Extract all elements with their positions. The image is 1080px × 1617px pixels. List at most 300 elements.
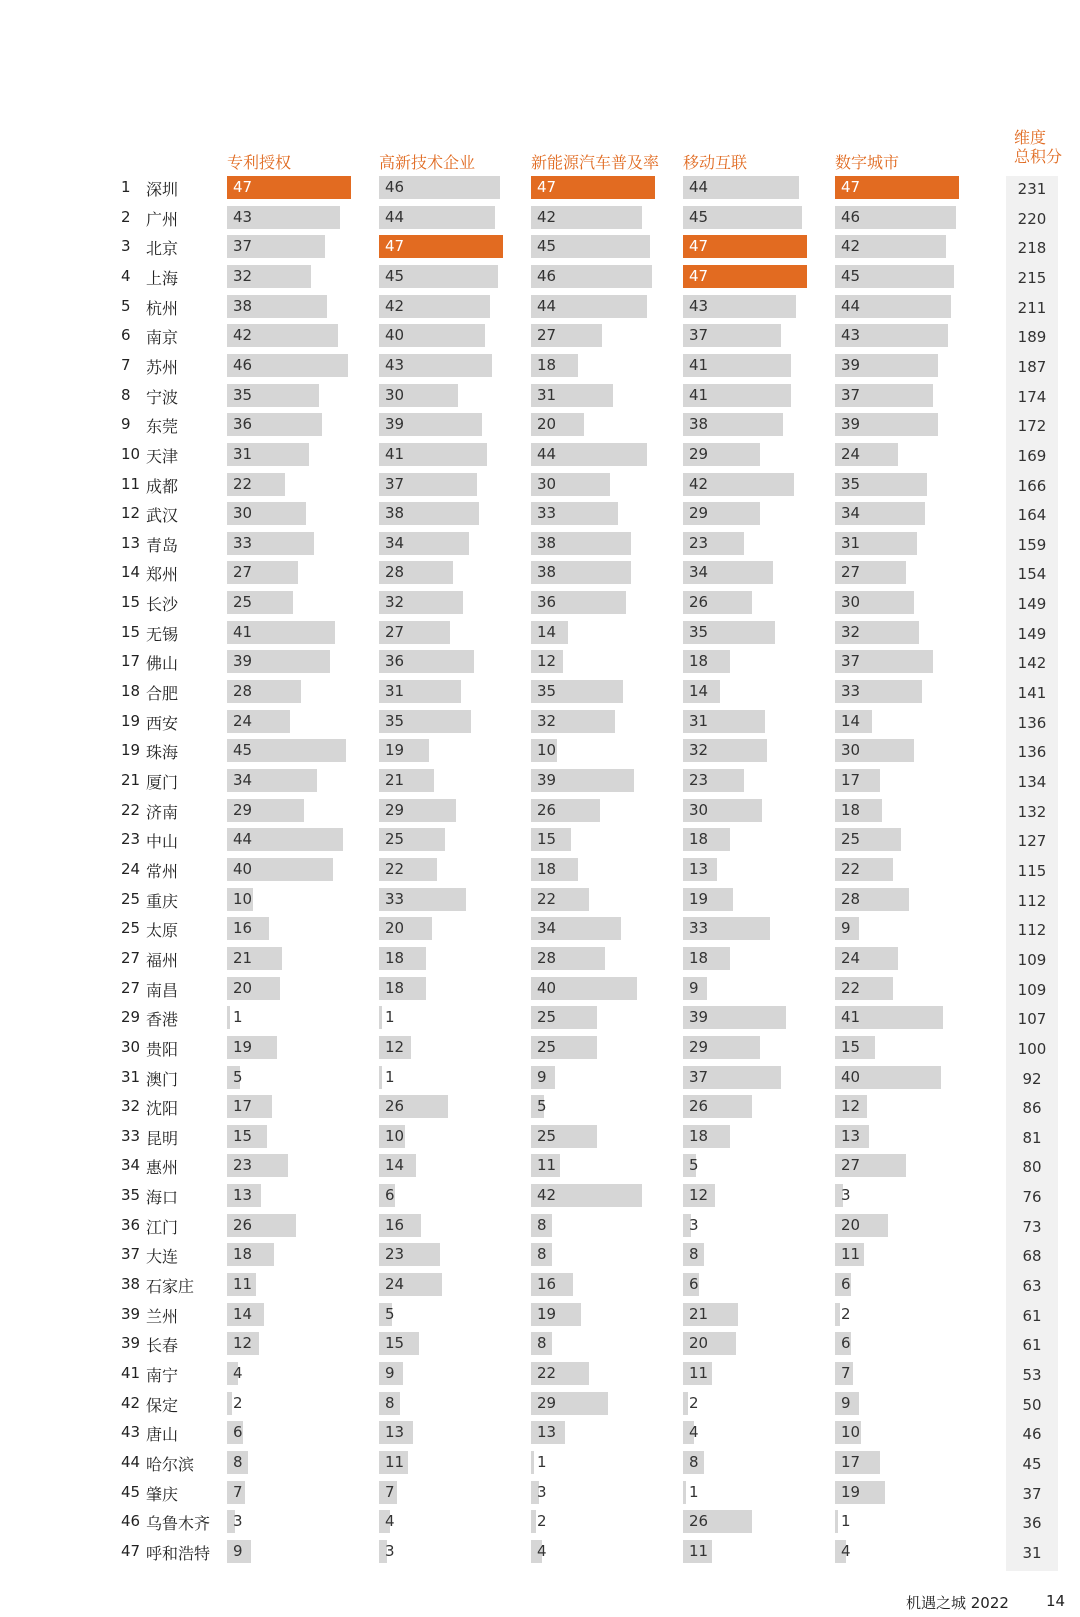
- bar-value-label: 43: [233, 207, 253, 226]
- rank-label: 42: [121, 1393, 141, 1412]
- bar-value-label: 6: [385, 1186, 395, 1205]
- bar-value-label: 21: [689, 1304, 709, 1323]
- bar-value-label: 4: [385, 1512, 395, 1531]
- total-score: 149: [1017, 624, 1047, 643]
- bar-value-label: 34: [537, 919, 557, 938]
- bar-value-label: 25: [385, 830, 405, 849]
- bar-value-label: 22: [841, 978, 861, 997]
- bar-value-label: 8: [233, 1452, 243, 1471]
- bar-value-label: 6: [689, 1275, 699, 1294]
- bar-value-label: 31: [537, 385, 557, 404]
- city-label: 天津: [146, 446, 179, 466]
- bar-value-label: 18: [233, 1245, 253, 1264]
- bar-value-label: 1: [233, 1008, 243, 1027]
- table-row: [0, 1481, 1080, 1510]
- city-label: 兰州: [146, 1306, 179, 1326]
- bar-value-label: 14: [841, 711, 861, 730]
- city-label: 香港: [146, 1010, 179, 1030]
- bar-value-label: 25: [537, 1126, 557, 1145]
- rank-label: 2: [121, 207, 131, 226]
- city-label: 东莞: [146, 417, 179, 437]
- table-row: [0, 1421, 1080, 1450]
- bar-value-label: 30: [537, 474, 557, 493]
- bar-value-label: 44: [537, 444, 557, 463]
- bar-value-label: 33: [689, 919, 709, 938]
- total-score: 154: [1017, 565, 1047, 584]
- bar-value-label: 18: [689, 948, 709, 967]
- bar-value-label: 18: [537, 355, 557, 374]
- bar-value-label: 18: [689, 652, 709, 671]
- total-score: 220: [1017, 209, 1047, 228]
- table-row: [0, 324, 1080, 353]
- bar-value-label: 4: [689, 1423, 699, 1442]
- table-row: [0, 413, 1080, 442]
- bar-value-label: 27: [233, 563, 253, 582]
- total-score: 187: [1017, 357, 1047, 376]
- total-score: 231: [1017, 180, 1047, 198]
- total-score: 107: [1017, 1010, 1047, 1029]
- total-score: 112: [1017, 921, 1047, 940]
- bar-value-label: 44: [385, 207, 405, 226]
- table-row: [0, 710, 1080, 739]
- total-score: 136: [1017, 743, 1047, 762]
- bar-value-label: 42: [841, 237, 861, 256]
- table-row: [0, 739, 1080, 768]
- rank-label: 19: [121, 711, 141, 730]
- bar-value-label: 34: [689, 563, 709, 582]
- bar-value-label: 3: [537, 1482, 547, 1501]
- table-row: [0, 265, 1080, 294]
- bar-value-label: 19: [385, 741, 405, 760]
- rank-label: 22: [121, 800, 141, 819]
- bar: [379, 1066, 382, 1089]
- total-score: 166: [1017, 476, 1047, 495]
- rank-label: 31: [121, 1067, 141, 1086]
- total-score: 61: [1022, 1306, 1042, 1325]
- bar-value-label: 30: [233, 504, 253, 523]
- bar-value-label: 13: [537, 1423, 557, 1442]
- rank-label: 7: [121, 355, 131, 374]
- city-label: 青岛: [146, 535, 179, 555]
- bar-value-label: 16: [233, 919, 253, 938]
- total-score: 127: [1017, 832, 1047, 851]
- bar-value-label: 43: [689, 296, 709, 315]
- table-row: [0, 1510, 1080, 1539]
- city-label: 济南: [146, 802, 179, 822]
- rank-label: 18: [121, 682, 141, 701]
- rank-label: 36: [121, 1215, 141, 1234]
- bar-value-label: 40: [841, 1067, 861, 1086]
- rank-label: 39: [121, 1334, 141, 1353]
- total-score: 215: [1017, 268, 1047, 287]
- column-header: 高新技术企业: [379, 153, 476, 172]
- bar-value-label: 3: [385, 1541, 395, 1560]
- bar-value-label: 47: [689, 266, 709, 285]
- bar-value-label: 38: [233, 296, 253, 315]
- bar-value-label: 38: [537, 533, 557, 552]
- bar-value-label: 44: [537, 296, 557, 315]
- city-label: 唐山: [146, 1425, 179, 1445]
- bar-value-label: 13: [385, 1423, 405, 1442]
- bar-value-label: 12: [233, 1334, 253, 1353]
- city-label: 西安: [146, 713, 179, 733]
- city-label: 深圳: [146, 180, 179, 199]
- rank-label: 33: [121, 1126, 141, 1145]
- bar-value-label: 38: [385, 504, 405, 523]
- bar-value-label: 1: [537, 1452, 547, 1471]
- bar-value-label: 8: [537, 1215, 547, 1234]
- bar-value-label: 22: [385, 859, 405, 878]
- bar-value-label: 18: [689, 830, 709, 849]
- city-label: 中山: [146, 832, 179, 852]
- bar-value-label: 47: [689, 237, 709, 256]
- table-row: [0, 1125, 1080, 1154]
- total-score: 136: [1017, 713, 1047, 732]
- total-score: 81: [1022, 1128, 1042, 1147]
- bar-value-label: 31: [233, 444, 253, 463]
- bar-value-label: 23: [689, 771, 709, 789]
- rank-label: 11: [121, 474, 141, 493]
- bar-value-label: 23: [233, 1156, 253, 1175]
- bar-value-label: 24: [841, 444, 861, 463]
- bar-value-label: 8: [689, 1245, 699, 1264]
- bar-value-label: 12: [689, 1186, 709, 1205]
- bar-value-label: 24: [233, 711, 253, 730]
- total-score: 31: [1022, 1543, 1042, 1562]
- bar-value-label: 18: [689, 1126, 709, 1145]
- bar-value-label: 37: [233, 237, 253, 256]
- total-score: 61: [1022, 1336, 1042, 1355]
- total-score: 53: [1022, 1366, 1042, 1384]
- bar-value-label: 7: [385, 1482, 395, 1501]
- bar-value-label: 38: [689, 415, 709, 434]
- rank-label: 5: [121, 296, 131, 315]
- bar-value-label: 26: [689, 1097, 709, 1116]
- table-row: [0, 176, 1080, 205]
- bar-value-label: 44: [233, 830, 253, 849]
- bar-value-label: 42: [537, 1186, 557, 1205]
- total-score: 218: [1017, 239, 1047, 258]
- bar-value-label: 9: [841, 1393, 851, 1412]
- rank-label: 17: [121, 652, 141, 671]
- column-header: 专利授权: [227, 153, 292, 172]
- bar-value-label: 26: [233, 1215, 253, 1234]
- table-row: [0, 917, 1080, 946]
- table-row: [0, 1243, 1080, 1272]
- bar-value-label: 13: [233, 1186, 253, 1205]
- city-label: 沈阳: [146, 1099, 179, 1119]
- rank-label: 45: [121, 1482, 141, 1501]
- rank-label: 27: [121, 948, 141, 967]
- table-row: [0, 977, 1080, 1006]
- bar: [379, 1006, 382, 1029]
- bar-value-label: 18: [385, 948, 405, 967]
- rank-label: 19: [121, 741, 141, 760]
- table-row: [0, 1095, 1080, 1124]
- table-row: [0, 561, 1080, 590]
- bar-value-label: 23: [385, 1245, 405, 1264]
- rank-label: 15: [121, 622, 141, 641]
- bar-value-label: 42: [537, 207, 557, 226]
- bar-value-label: 25: [537, 1008, 557, 1027]
- rank-label: 41: [121, 1364, 141, 1382]
- table-row: [0, 1154, 1080, 1183]
- bar-value-label: 30: [689, 800, 709, 819]
- total-score: 73: [1022, 1217, 1042, 1236]
- rank-label: 10: [121, 444, 141, 463]
- bar-value-label: 35: [385, 711, 405, 730]
- bar-value-label: 46: [385, 178, 405, 196]
- total-score: 50: [1022, 1395, 1042, 1414]
- table-row: [0, 1184, 1080, 1213]
- city-label: 合肥: [146, 684, 179, 704]
- bar-value-label: 16: [537, 1275, 557, 1294]
- bar-value-label: 27: [385, 622, 405, 641]
- bar-value-label: 24: [385, 1275, 405, 1294]
- bar-value-label: 6: [233, 1423, 243, 1442]
- bar-value-label: 19: [689, 889, 709, 908]
- total-score: 36: [1022, 1514, 1042, 1533]
- bar-value-label: 32: [841, 622, 861, 641]
- bar-value-label: 26: [689, 593, 709, 612]
- table-row: [0, 1066, 1080, 1095]
- bar-value-label: 46: [233, 355, 253, 374]
- table-row: [0, 1303, 1080, 1332]
- bar-value-label: 13: [841, 1126, 861, 1145]
- bar-value-label: 20: [537, 415, 557, 434]
- bar-value-label: 8: [537, 1245, 547, 1264]
- city-label: 贵阳: [146, 1039, 179, 1059]
- bar-value-label: 12: [537, 652, 557, 671]
- total-score: 109: [1017, 950, 1047, 969]
- bar-value-label: 12: [385, 1037, 405, 1056]
- bar-value-label: 29: [233, 800, 253, 819]
- rank-label: 29: [121, 1008, 141, 1027]
- bar-value-label: 26: [385, 1097, 405, 1116]
- bar-value-label: 3: [841, 1186, 851, 1205]
- bar-value-label: 12: [841, 1097, 861, 1116]
- total-score: 159: [1017, 535, 1047, 554]
- bar-value-label: 32: [537, 711, 557, 730]
- bar-value-label: 38: [537, 563, 557, 582]
- total-score: 37: [1022, 1484, 1042, 1503]
- bar-value-label: 43: [841, 326, 861, 345]
- total-score: 142: [1017, 654, 1047, 673]
- bar-value-label: 33: [385, 889, 405, 908]
- bar-value-label: 20: [841, 1215, 861, 1234]
- bar-value-label: 26: [537, 800, 557, 819]
- city-label: 成都: [146, 476, 179, 496]
- bar-value-label: 39: [841, 415, 861, 434]
- city-label: 重庆: [146, 891, 179, 911]
- bar-value-label: 39: [537, 771, 557, 789]
- bar-value-label: 19: [233, 1037, 253, 1056]
- bar-value-label: 19: [537, 1304, 557, 1323]
- city-label: 昆明: [146, 1128, 179, 1148]
- bar-value-label: 31: [385, 682, 405, 701]
- bar-value-label: 19: [841, 1482, 861, 1501]
- bar-value-label: 47: [233, 178, 253, 196]
- city-label: 杭州: [146, 298, 179, 318]
- city-label: 北京: [146, 239, 179, 259]
- bar-value-label: 29: [689, 444, 709, 463]
- bar-value-label: 18: [841, 800, 861, 819]
- rank-label: 47: [121, 1541, 141, 1560]
- rank-label: 25: [121, 919, 141, 938]
- header-total-line2: 总积分: [1014, 147, 1063, 166]
- rank-label: 39: [121, 1304, 141, 1323]
- table-row: [0, 650, 1080, 679]
- bar-value-label: 31: [689, 711, 709, 730]
- bar-value-label: 27: [841, 1156, 861, 1175]
- total-score: 80: [1022, 1158, 1042, 1177]
- bar-value-label: 37: [689, 1067, 709, 1086]
- footer-page-number: 14: [1046, 1592, 1066, 1610]
- bar-value-label: 17: [841, 771, 861, 789]
- rank-label: 30: [121, 1037, 141, 1056]
- bar-value-label: 4: [537, 1541, 547, 1560]
- bar-value-label: 30: [385, 385, 405, 404]
- bar-value-label: 6: [841, 1334, 851, 1353]
- rank-label: 35: [121, 1186, 141, 1205]
- rank-label: 8: [121, 385, 131, 404]
- bar-value-label: 4: [233, 1364, 243, 1382]
- table-row: [0, 947, 1080, 976]
- table-row: [0, 1332, 1080, 1361]
- bar-value-label: 14: [233, 1304, 253, 1323]
- bar-value-label: 24: [841, 948, 861, 967]
- bar-value-label: 41: [233, 622, 253, 641]
- table-row: [0, 799, 1080, 828]
- bar-value-label: 10: [233, 889, 253, 908]
- bar-value-label: 5: [689, 1156, 699, 1175]
- city-label: 长沙: [146, 595, 179, 615]
- table-row: [0, 384, 1080, 413]
- city-label: 厦门: [146, 773, 179, 792]
- bar-value-label: 36: [233, 415, 253, 434]
- city-label: 肇庆: [146, 1484, 179, 1504]
- rank-label: 12: [121, 504, 141, 523]
- city-label: 郑州: [146, 565, 179, 585]
- bar-value-label: 30: [841, 741, 861, 760]
- bar-value-label: 9: [537, 1067, 547, 1086]
- bar-value-label: 45: [385, 266, 405, 285]
- city-label: 南昌: [146, 980, 179, 1000]
- bar-value-label: 9: [385, 1364, 395, 1382]
- column-header: 数字城市: [835, 153, 900, 172]
- bar-value-label: 29: [385, 800, 405, 819]
- bar-value-label: 22: [537, 889, 557, 908]
- total-score: 172: [1017, 417, 1047, 436]
- bar-value-label: 5: [385, 1304, 395, 1323]
- table-row: [0, 1273, 1080, 1302]
- bar-value-label: 28: [841, 889, 861, 908]
- rank-label: 38: [121, 1275, 141, 1294]
- bar: [531, 1510, 536, 1533]
- bar-value-label: 47: [537, 178, 557, 196]
- bar-value-label: 1: [689, 1482, 699, 1501]
- header-total: [1014, 128, 1062, 166]
- bar-value-label: 9: [689, 978, 699, 997]
- city-label: 澳门: [146, 1069, 179, 1089]
- bar-value-label: 31: [841, 533, 861, 552]
- bar-value-label: 25: [537, 1037, 557, 1056]
- city-label: 江门: [146, 1217, 179, 1237]
- bar-value-label: 45: [689, 207, 709, 226]
- bar-value-label: 2: [689, 1393, 699, 1412]
- bar-value-label: 40: [537, 978, 557, 997]
- table-row: [0, 888, 1080, 917]
- city-label: 海口: [146, 1188, 179, 1208]
- bar-value-label: 8: [689, 1452, 699, 1471]
- bar-value-label: 30: [841, 593, 861, 612]
- bar-value-label: 39: [385, 415, 405, 434]
- bar-value-label: 11: [689, 1541, 709, 1560]
- bar-value-label: 5: [233, 1067, 243, 1086]
- bar-value-label: 14: [689, 682, 709, 701]
- rank-label: 34: [121, 1156, 141, 1175]
- city-label: 苏州: [146, 357, 179, 377]
- bar-value-label: 17: [233, 1097, 253, 1116]
- bar-value-label: 32: [385, 593, 405, 612]
- bar-value-label: 5: [537, 1097, 547, 1116]
- bar-value-label: 37: [841, 385, 861, 404]
- bar-value-label: 7: [841, 1364, 851, 1382]
- table-row: [0, 1540, 1080, 1569]
- bar-value-label: 20: [385, 919, 405, 938]
- bar-value-label: 33: [841, 682, 861, 701]
- rank-label: 24: [121, 859, 141, 878]
- city-label: 佛山: [146, 654, 179, 674]
- table-row: [0, 443, 1080, 472]
- city-label: 广州: [146, 209, 179, 229]
- rank-label: 9: [121, 415, 131, 434]
- city-label: 保定: [146, 1395, 179, 1415]
- bar-value-label: 43: [385, 355, 405, 374]
- bar: [683, 1481, 686, 1504]
- bar-value-label: 28: [233, 682, 253, 701]
- bar-value-label: 29: [689, 1037, 709, 1056]
- bar-value-label: 13: [689, 859, 709, 878]
- city-label: 太原: [146, 921, 179, 941]
- bar-value-label: 35: [233, 385, 253, 404]
- rank-label: 1: [121, 178, 131, 196]
- bar-value-label: 21: [233, 948, 253, 967]
- column-header: 新能源汽车普及率: [531, 153, 660, 172]
- total-score: 86: [1022, 1099, 1042, 1118]
- bar-value-label: 42: [689, 474, 709, 493]
- bar-value-label: 11: [385, 1452, 405, 1471]
- bar-value-label: 35: [841, 474, 861, 493]
- bar-value-label: 36: [385, 652, 405, 671]
- table-row: [0, 532, 1080, 561]
- bar-value-label: 15: [233, 1126, 253, 1145]
- bar-value-label: 1: [385, 1008, 395, 1027]
- bar-value-label: 40: [233, 859, 253, 878]
- bar-value-label: 1: [385, 1067, 395, 1086]
- total-score: 46: [1022, 1425, 1042, 1444]
- bar-value-label: 6: [841, 1275, 851, 1294]
- rank-label: 23: [121, 830, 141, 849]
- rank-label: 32: [121, 1097, 141, 1116]
- rank-label: 6: [121, 326, 131, 345]
- city-label: 无锡: [146, 624, 179, 644]
- bar-value-label: 18: [537, 859, 557, 878]
- bar-value-label: 9: [233, 1541, 243, 1560]
- bar-value-label: 11: [537, 1156, 557, 1175]
- footer-title: 机遇之城 2022: [906, 1594, 1009, 1612]
- table-row: [0, 235, 1080, 264]
